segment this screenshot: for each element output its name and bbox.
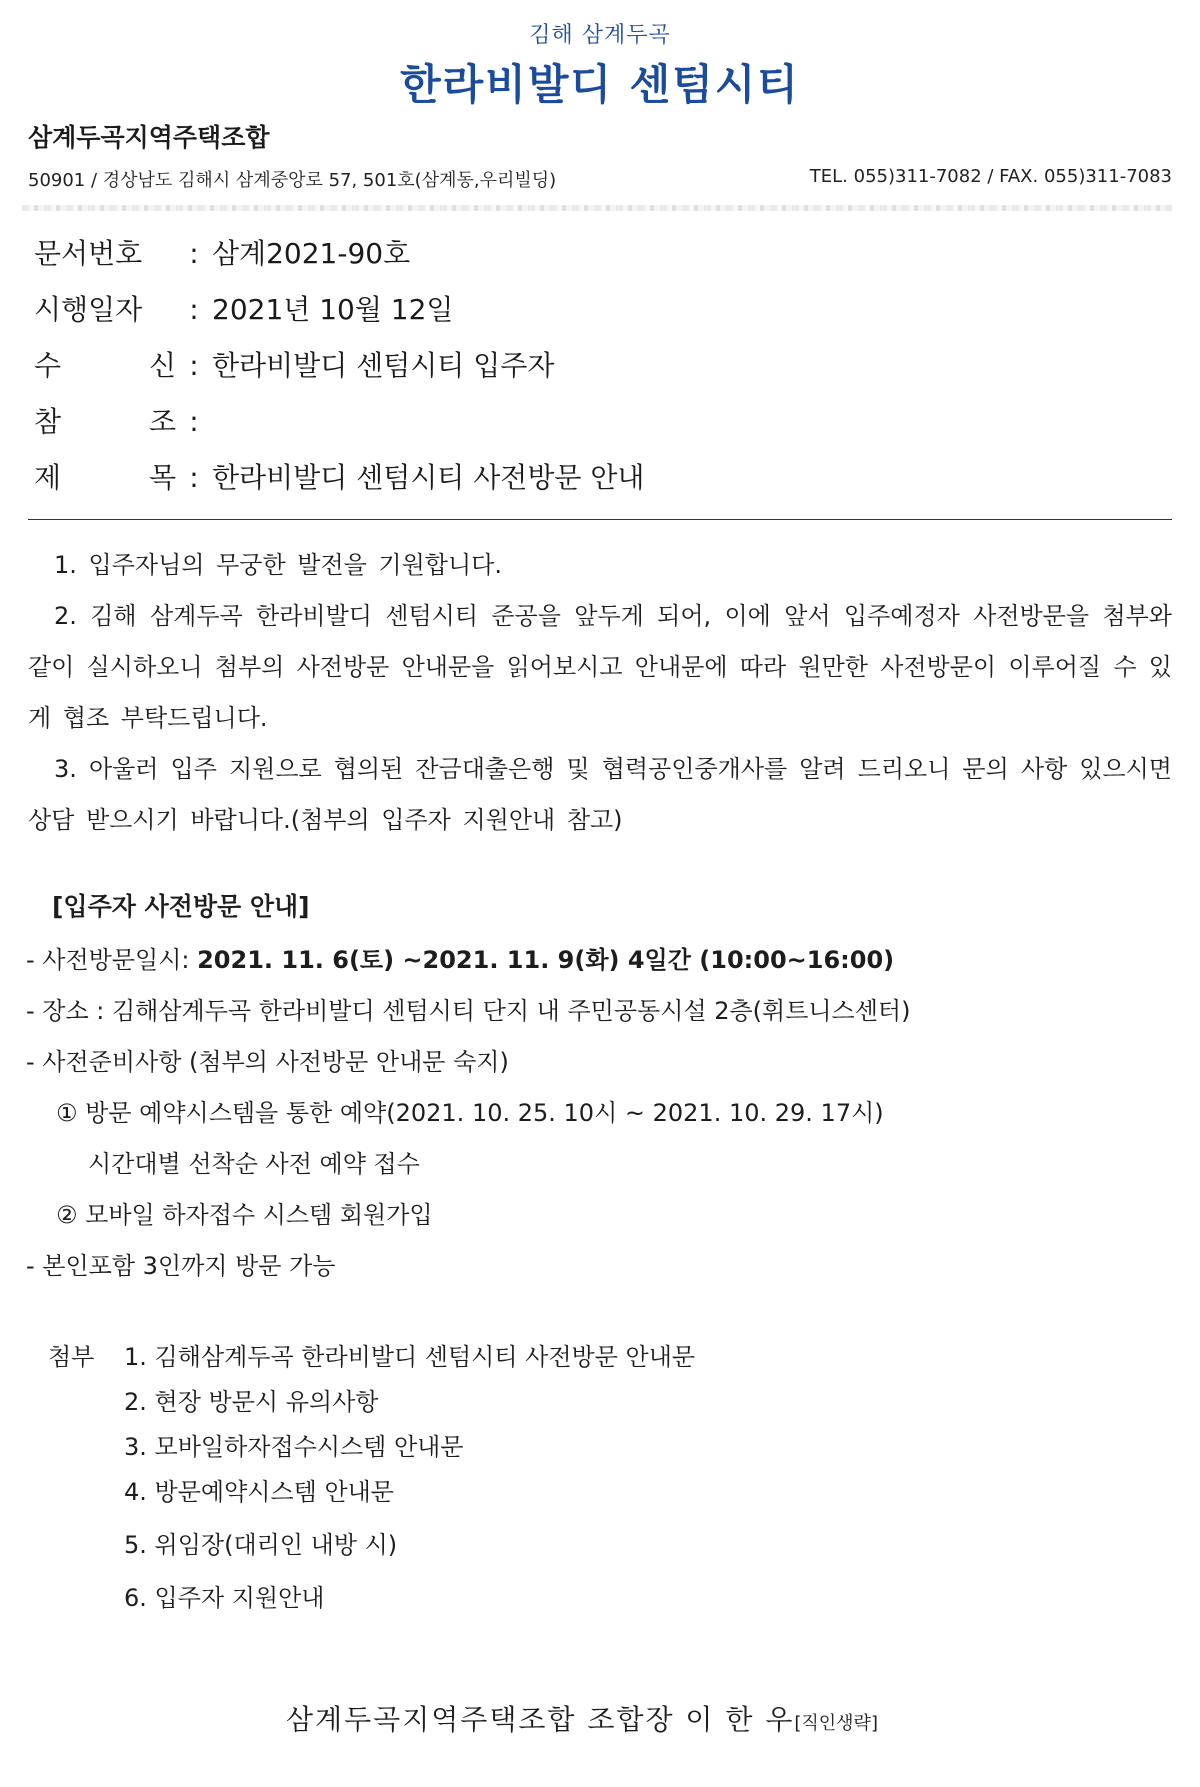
meta-date-label: 시행일자: [34, 293, 143, 326]
header-divider: [22, 205, 1172, 211]
body-paragraph-2: 2. 김해 삼계두곡 한라비발디 센텀시티 준공을 앞두게 되어, 이에 앞서 입주예정자 사전방문을 첨부와 같이 실시하오니 첨부의 사전방문 안내문을 읽어보시고 안내문에 따라 원만한 사전방문이 이루어질 수 있게 협조 부탁드립니다.: [28, 602, 1172, 732]
meta-reference-label: [34, 400, 176, 440]
visit-place: - 장소 : 김해삼계두곡 한라비발디 센텀시티 단지 내 주민공동시설 2층(휘트니스센터): [26, 997, 911, 1025]
visit-prep: - 사전준비사항 (첨부의 사전방문 안내문 숙지): [26, 1048, 509, 1076]
visit-prep-item-1-cont: 시간대별 선착순 사전 예약 접수: [88, 1150, 420, 1178]
attachments-label: 첨부: [48, 1343, 95, 1371]
meta-colon: :: [189, 461, 199, 494]
meta-subject-label-b: 목: [148, 461, 176, 494]
meta-doc-number-label: 문서번호: [34, 237, 143, 270]
attachment-item: 1. 김해삼계두곡 한라비발디 센텀시티 사전방문 안내문: [124, 1343, 696, 1371]
attachment-item: 4. 방문예약시스템 안내문: [124, 1478, 394, 1506]
meta-recipient-label-a: 수: [34, 349, 62, 382]
meta-colon: :: [189, 293, 199, 326]
visit-visitors: - 본인포함 3인까지 방문 가능: [26, 1252, 336, 1280]
meta-colon: :: [189, 349, 199, 382]
meta-colon: :: [189, 237, 199, 270]
meta-doc-number: [34, 232, 410, 272]
meta-reference-label-b: 조: [148, 405, 176, 438]
meta-recipient-value: 한라비발디 센텀시티 입주자: [212, 349, 555, 382]
header-title: 한라비발디 센텀시티: [400, 60, 800, 109]
organization-address: 50901 / 경상남도 김해시 삼계중앙로 57, 501호(삼계동,우리빌딩): [28, 170, 557, 191]
visit-prep-item-1: ① 방문 예약시스템을 통한 예약(2021. 10. 25. 10시 ~ 2021. 10. 29. 17시): [56, 1099, 884, 1127]
meta-date-value: 2021년 10월 12일: [212, 293, 454, 326]
organization-name: 삼계두곡지역주택조합: [28, 123, 270, 152]
meta-subject-value: 한라비발디 센텀시티 사전방문 안내: [212, 461, 645, 494]
meta-colon: :: [189, 405, 199, 438]
meta-doc-number-value: 삼계2021-90호: [212, 237, 411, 270]
signature-text: 삼계두곡지역주택조합 조합장 이 한 우: [286, 1703, 795, 1736]
attachment-item: 5. 위임장(대리인 내방 시): [124, 1531, 398, 1559]
meta-recipient: [34, 344, 554, 384]
meta-reference: [34, 400, 212, 440]
visit-prep-item-2: ② 모바일 하자접수 시스템 회원가입: [56, 1201, 433, 1229]
meta-date: [34, 288, 453, 328]
meta-subject: [34, 456, 644, 496]
meta-subject-label: [34, 456, 176, 496]
meta-reference-label-a: 참: [34, 405, 62, 438]
organization-contact: TEL. 055)311-7082 / FAX. 055)311-7083: [809, 166, 1172, 187]
meta-subject-label-a: 제: [34, 461, 62, 494]
seal-note: [직인생략]: [794, 1713, 878, 1734]
section-divider: [28, 519, 1172, 520]
meta-recipient-label-b: 신: [148, 349, 176, 382]
attachment-item: 2. 현장 방문시 유의사항: [124, 1388, 379, 1416]
attachment-item: 6. 입주자 지원안내: [124, 1584, 325, 1612]
header-subtitle: 김해 삼계두곡: [529, 23, 671, 48]
body-paragraph-3: 3. 아울러 입주 지원으로 협의된 잔금대출은행 및 협력공인중개사를 알려 드리오니 문의 사항 있으시면 상담 받으시기 바랍니다.(첨부의 입주자 지원안내 참고): [28, 755, 1172, 834]
visit-datetime-label: - 사전방문일시:: [26, 946, 198, 974]
visit-datetime: [26, 940, 894, 975]
visit-info-title: [입주자 사전방문 안내]: [52, 892, 310, 921]
meta-recipient-label: [34, 344, 176, 384]
body-paragraph-1: 1. 입주자님의 무궁한 발전을 기원합니다.: [54, 551, 502, 579]
visit-datetime-value: 2021. 11. 6(토) ~2021. 11. 9(화) 4일간 (10:00~16:00): [197, 946, 895, 974]
signature: [286, 1698, 878, 1738]
attachment-item: 3. 모바일하자접수시스템 안내문: [124, 1433, 464, 1461]
